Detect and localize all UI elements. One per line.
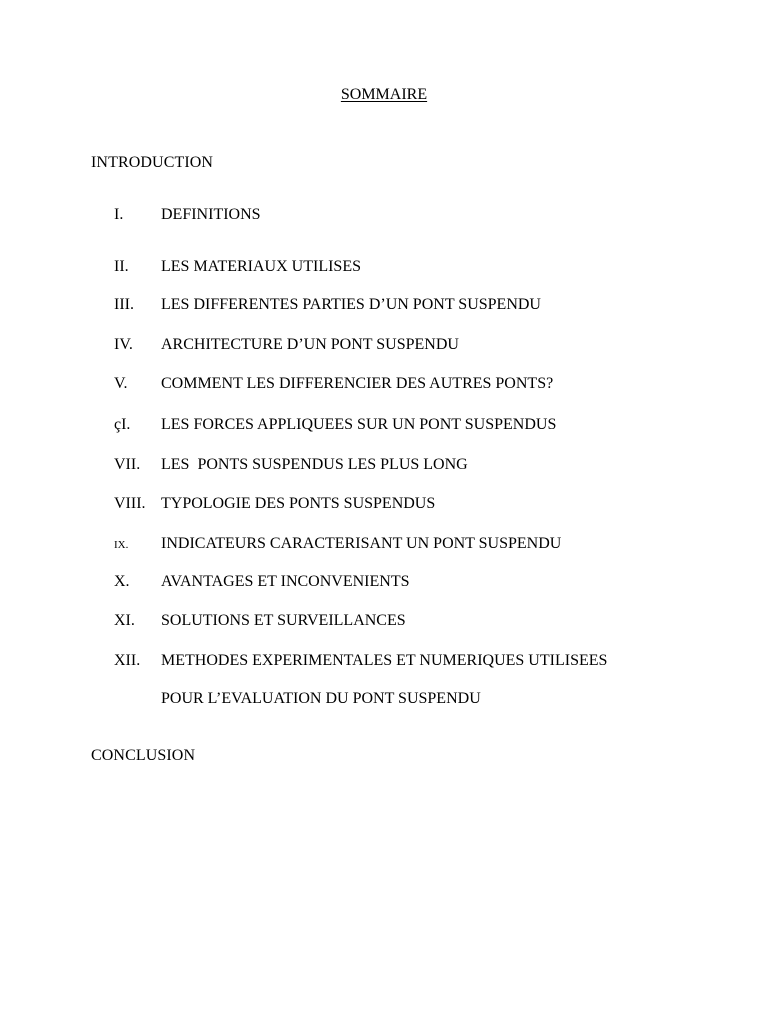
toc-entry-number: II. (114, 258, 129, 275)
toc-entry-number: VIII. (114, 495, 146, 512)
toc-entry (0, 612, 768, 634)
page-title: SOMMAIRE (340, 86, 428, 103)
toc-entry-number: I. (114, 206, 124, 223)
toc-entry-number: V. (114, 375, 128, 392)
toc-entry-label-continuation: POUR L’EVALUATION DU PONT SUSPENDU (161, 690, 481, 707)
toc-entry (0, 375, 768, 397)
toc-entry-label: TYPOLOGIE DES PONTS SUSPENDUS (161, 495, 436, 512)
toc-entry (0, 456, 768, 478)
toc-entry-number: çI. (114, 416, 131, 433)
toc-entry-label: LES PONTS SUSPENDUS LES PLUS LONG (161, 456, 468, 473)
toc-entry-label: AVANTAGES ET INCONVENIENTS (161, 573, 410, 590)
toc-entry (0, 495, 768, 517)
toc-entry (0, 206, 768, 228)
toc-entry-label: LES FORCES APPLIQUEES SUR UN PONT SUSPENDUS (161, 416, 557, 433)
toc-entry-label: LES MATERIAUX UTILISES (161, 258, 361, 275)
toc-entry-label: COMMENT LES DIFFERENCIER DES AUTRES PONTS? (161, 375, 554, 392)
toc-entry (0, 296, 768, 318)
toc-entry-label: INDICATEURS CARACTERISANT UN PONT SUSPENDU (161, 535, 562, 552)
toc-entry (0, 336, 768, 358)
toc-entry-number: XII. (114, 652, 141, 669)
toc-entry-number: XI. (114, 612, 135, 629)
toc-entry-number: IV. (114, 336, 133, 353)
toc-entry-number: IX. (114, 539, 129, 551)
toc-entry-label: DEFINITIONS (161, 206, 261, 223)
toc-entry (0, 652, 768, 674)
toc-entry-label: SOLUTIONS ET SURVEILLANCES (161, 612, 406, 629)
toc-entry-number: X. (114, 573, 130, 590)
toc-entry (0, 416, 768, 438)
toc-entry-label: ARCHITECTURE D’UN PONT SUSPENDU (161, 336, 459, 353)
introduction-heading: INTRODUCTION (91, 154, 214, 171)
toc-entry (0, 258, 768, 280)
toc-entry-label: LES DIFFERENTES PARTIES D’UN PONT SUSPENDU (161, 296, 541, 313)
toc-entry (0, 535, 768, 557)
toc-entry-number: III. (114, 296, 134, 313)
toc-entry-label: METHODES EXPERIMENTALES ET NUMERIQUES UTILISEES (161, 652, 608, 669)
conclusion-heading: CONCLUSION (91, 747, 196, 764)
toc-entry (0, 573, 768, 595)
toc-entry-number: VII. (114, 456, 141, 473)
